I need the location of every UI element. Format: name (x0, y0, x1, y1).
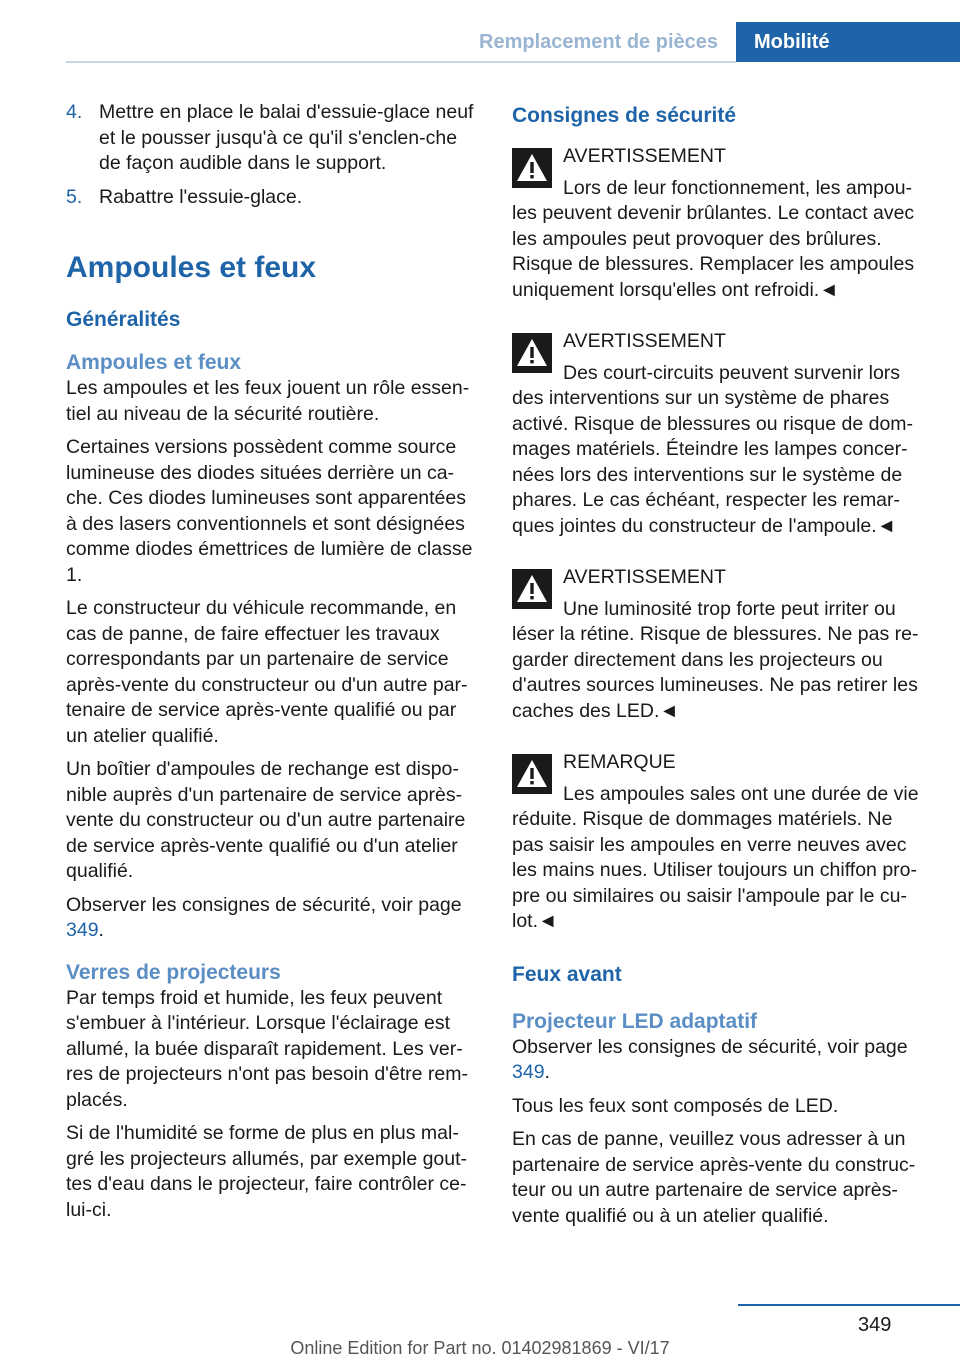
reference-text: Observer les consignes de sécurité, voir page (512, 1035, 908, 1058)
safety-heading: Consignes de sécurité (512, 104, 737, 127)
warning-triangle-icon (512, 148, 552, 188)
paragraph: Tous les feux sont composés de LED. (512, 1094, 839, 1117)
header-section-tab[interactable]: Remplacement de pièces (479, 30, 718, 53)
header-chapter-tab[interactable]: Mobilité (736, 22, 960, 62)
paragraph-page-reference (512, 1035, 926, 1086)
section-title: Ampoules et feux (66, 251, 317, 284)
warning-triangle-icon (512, 333, 552, 373)
warning-triangle-icon (512, 569, 552, 609)
notice-title: REMARQUE (563, 751, 676, 773)
paragraph: Les ampoules et les feux jouent un rôle essen-tiel au niveau de la sécurité routière. (66, 377, 470, 425)
page-link[interactable]: 349 (66, 919, 99, 941)
step-number: 4. (66, 101, 83, 123)
paragraph: En cas de panne, veuillez vous adresser à un partenaire de service après-vente du construc-teur ou un autre partenaire de service après-vente qualifié ou à un atelier qualifié. (512, 1128, 916, 1227)
section-heading-feux-avant: Feux avant (512, 962, 622, 986)
paragraph-page-reference (66, 893, 480, 944)
notice-text: réduite. Risque de dommages matériels. Ne pas saisir les ampoules en verre neuves avec les mains nues. Utiliser toujours un chiffon pro-pre ou similaires ou saisir l'ampoule par le cu-lot.◄ (512, 808, 917, 932)
reference-end: . (98, 919, 104, 941)
warning-block (512, 144, 926, 303)
reference-end: . (544, 1061, 550, 1083)
sub-heading-verres: Verres de projecteurs (66, 960, 281, 984)
footer-edition: Online Edition for Part no. 01402981869 - VI/17 (290, 1338, 670, 1358)
paragraph: Un boîtier d'ampoules de rechange est dispo-nible auprès d'un partenaire de service après-vente du constructeur ou d'un autre partenaire de service après-vente qualifié ou d'un atelier qualifié. (66, 758, 466, 882)
warning-triangle-icon (512, 754, 552, 794)
list-item-step-4 (66, 100, 480, 177)
sub-heading-projecteur: Projecteur LED adaptatif (512, 1009, 758, 1033)
right-column (512, 100, 926, 1237)
notice-first-line: Les ampoules sales ont une durée de vie (563, 782, 919, 805)
warning-block (512, 329, 926, 539)
left-column (66, 100, 480, 1231)
step-number: 5. (66, 185, 83, 208)
warning-title: AVERTISSEMENT (563, 145, 726, 167)
notice-block (512, 750, 926, 935)
warning-text: des interventions sur un système de phares activé. Risque de blessures ou risque de dom-mages matériels. Éteindre les lampes concer-nées lors des interventions sur le système de phares. Le cas échéant, respecter les remar-ques jointes du constructeur de l'ampoule.◄ (512, 387, 914, 537)
page-number: 349 (858, 1314, 892, 1336)
warning-first-line: Une luminosité trop forte peut irriter ou (563, 597, 896, 620)
reference-text: Observer les consignes de sécurité, voir page (66, 893, 462, 916)
section-subtitle: Généralités (66, 308, 181, 331)
page-link[interactable]: 349 (512, 1061, 545, 1083)
warning-first-line: Des court-circuits peuvent survenir lors (563, 361, 901, 384)
paragraph: Si de l'humidité se forme de plus en plus mal-gré les projecteurs allumés, par exemple gout-tes d'eau dans le projecteur, faire contrôler ce-lui-ci. (66, 1122, 468, 1221)
warning-first-line: Lors de leur fonctionnement, les ampou- (563, 176, 913, 199)
sub-heading-ampoules: Ampoules et feux (66, 351, 242, 374)
step-text: Mettre en place le balai d'essuie-glace neuf et le pousser jusqu'à ce qu'il s'enclen-che de façon audible dans le support. (99, 101, 474, 174)
paragraph: Le constructeur du véhicule recommande, en cas de panne, de faire effectuer les travaux correspondants par un partenaire de service après-vente du constructeur ou d'un autre par-tenaire de service après-vente qualifié ou par un atelier qualifié. (66, 597, 468, 747)
warning-text: les peuvent devenir brûlantes. Le contact avec les ampoules peut provoquer des brûlures. Risque de blessures. Remplacer les ampoules uniquement lorsqu'elles ont refroidi.◄ (512, 202, 915, 301)
warning-text: léser la rétine. Risque de blessures. Ne pas re-garder directement dans les projecteurs ou d'autres sources lumineuses. Ne pas retirer les caches des LED.◄ (512, 623, 919, 722)
warning-block (512, 565, 926, 724)
paragraph: Par temps froid et humide, les feux peuvent s'embuer à l'intérieur. Lorsque l'éclairage est allumé, la buée disparaît rapidement. Les ver-res de projecteurs n'ont pas besoin d'être rem-placés. (66, 986, 468, 1111)
step-text: Rabattre l'essuie-glace. (99, 185, 303, 208)
header-rule (66, 61, 736, 63)
warning-title: AVERTISSEMENT (563, 330, 726, 352)
warning-title: AVERTISSEMENT (563, 566, 726, 588)
list-item-step-5 (66, 185, 480, 211)
footer-rule (738, 1304, 960, 1306)
paragraph: Certaines versions possèdent comme source lumineuse des diodes situées derrière un ca-che. Ces diodes lumineuses sont apparentées à des lasers conventionnels et sont désignées comme diodes émettrices de lumière de classe 1. (66, 436, 473, 586)
